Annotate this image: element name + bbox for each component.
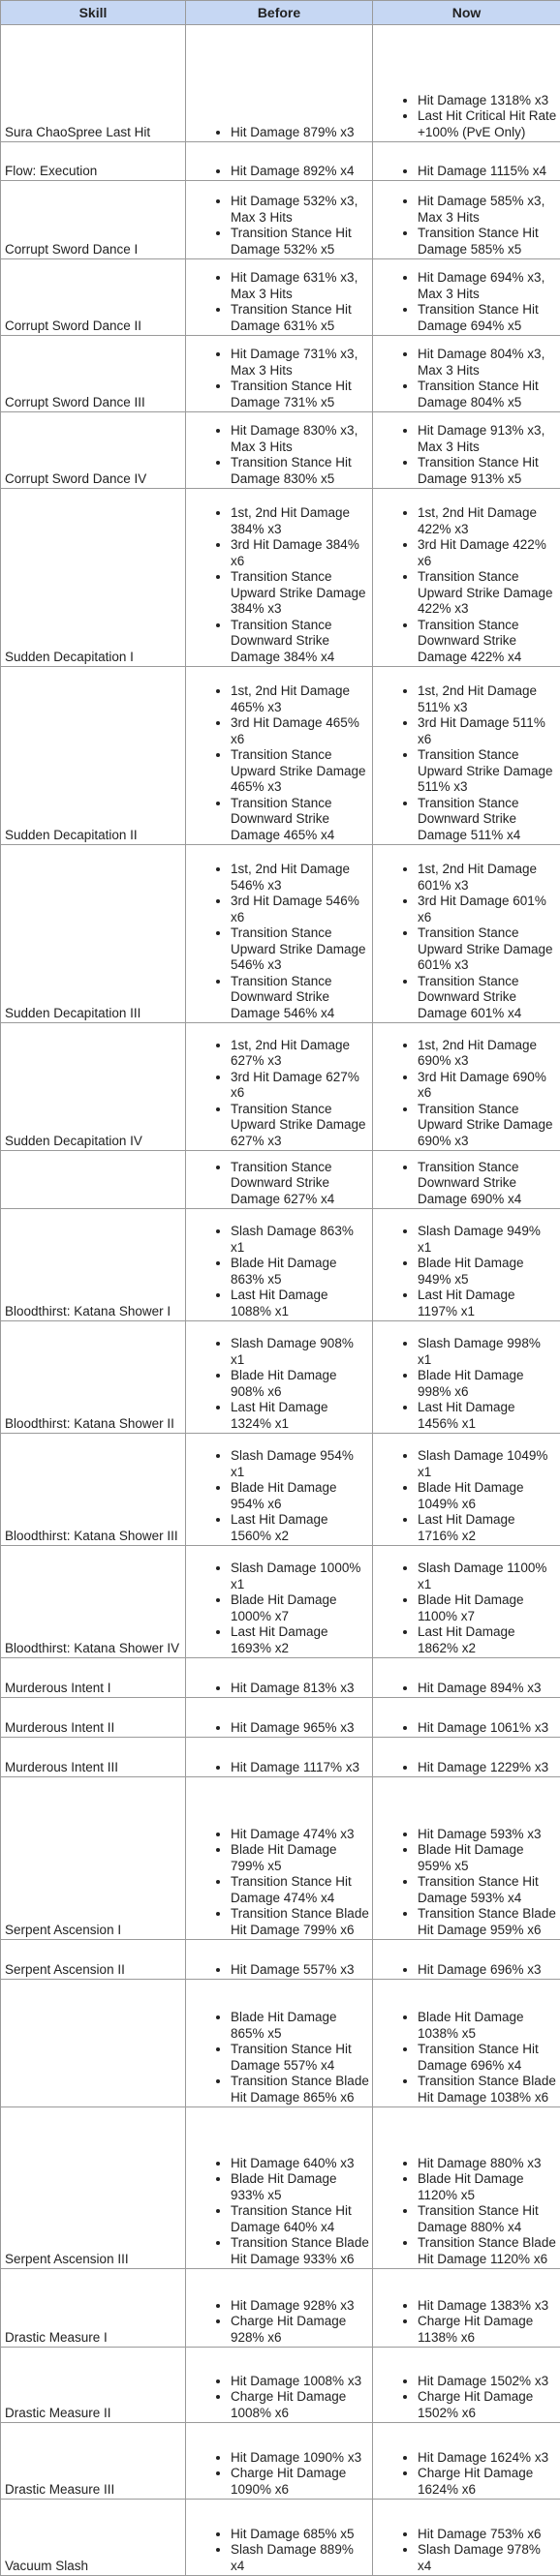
before-list-item: • 3rd Hit Damage 546% x6 bbox=[231, 894, 369, 925]
before-cell bbox=[186, 667, 373, 845]
before-cell bbox=[186, 1980, 373, 2107]
skill-name: Sudden Decapitation IV bbox=[1, 1023, 186, 1151]
now-cell bbox=[373, 489, 560, 667]
before-list bbox=[190, 347, 369, 410]
before-list-item: • Hit Damage 928% x3 bbox=[231, 2298, 369, 2315]
before-list bbox=[190, 1224, 369, 1319]
now-cell bbox=[373, 1546, 560, 1658]
before-list-item: • Transition Stance Upward Strike Damage 465% x3 bbox=[231, 747, 369, 796]
before-cell bbox=[186, 1209, 373, 1321]
before-list-item: • Last Hit Damage 1560% x2 bbox=[231, 1512, 369, 1544]
now-cell bbox=[373, 667, 560, 845]
before-list-item: • Blade Hit Damage 908% x6 bbox=[231, 1368, 369, 1400]
before-list bbox=[190, 1962, 369, 1979]
skill-name: Bloodthirst: Katana Shower I bbox=[1, 1209, 186, 1321]
now-list bbox=[377, 2298, 557, 2347]
before-list bbox=[190, 194, 369, 258]
before-cell bbox=[186, 1023, 373, 1151]
now-cell bbox=[373, 1023, 560, 1151]
before-list bbox=[190, 164, 369, 180]
before-list-item: • Transition Stance Hit Damage 830% x5 bbox=[231, 455, 369, 487]
now-cell bbox=[373, 1777, 560, 1940]
now-list-item: • Last Hit Damage 1456% x1 bbox=[418, 1400, 557, 1432]
now-list-item: • Charge Hit Damage 1624% x6 bbox=[418, 2466, 557, 2498]
now-list bbox=[377, 1038, 557, 1150]
before-list-item: • Hit Damage 813% x3 bbox=[231, 1681, 369, 1697]
before-list bbox=[190, 423, 369, 487]
now-list-item: • Charge Hit Damage 1502% x6 bbox=[418, 2389, 557, 2421]
before-list bbox=[190, 505, 369, 665]
now-list-item: • Hit Damage 1115% x4 bbox=[418, 164, 557, 180]
table-row bbox=[1, 1980, 560, 2107]
before-cell bbox=[186, 1777, 373, 1940]
before-list-item: • Blade Hit Damage 933% x5 bbox=[231, 2171, 369, 2203]
now-cell bbox=[373, 412, 560, 489]
table-row bbox=[1, 489, 560, 667]
before-list bbox=[190, 2450, 369, 2499]
before-list-item: • 3rd Hit Damage 384% x6 bbox=[231, 537, 369, 569]
skill-name: Murderous Intent III bbox=[1, 1738, 186, 1777]
before-cell bbox=[186, 142, 373, 181]
now-list-item: • Transition Stance Hit Damage 696% x4 bbox=[418, 2042, 557, 2074]
before-list-item: • Slash Damage 863% x1 bbox=[231, 1224, 369, 1256]
skill-name: Bloodthirst: Katana Shower II bbox=[1, 1321, 186, 1434]
header-now: Now bbox=[373, 1, 560, 25]
now-list-item: • Hit Damage 913% x3, Max 3 Hits bbox=[418, 423, 557, 455]
skill-name bbox=[1, 1980, 186, 2107]
now-list-item: • Transition Stance Upward Strike Damage 690% x3 bbox=[418, 1102, 557, 1150]
now-list-item: • Slash Damage 998% x1 bbox=[418, 1336, 557, 1368]
now-list bbox=[377, 2374, 557, 2422]
now-list bbox=[377, 2527, 557, 2575]
before-list-item: • Transition Stance Hit Damage 474% x4 bbox=[231, 1874, 369, 1906]
before-list bbox=[190, 1720, 369, 1737]
now-list-item: • 1st, 2nd Hit Damage 422% x3 bbox=[418, 505, 557, 537]
table-row bbox=[1, 142, 560, 181]
before-list-item: • Blade Hit Damage 1000% x7 bbox=[231, 1592, 369, 1624]
now-list-item: • Transition Stance Hit Damage 804% x5 bbox=[418, 379, 557, 410]
now-cell bbox=[373, 25, 560, 142]
before-cell bbox=[186, 1321, 373, 1434]
now-list bbox=[377, 1720, 557, 1737]
before-cell bbox=[186, 489, 373, 667]
before-list bbox=[190, 2527, 369, 2575]
now-list-item: • Hit Damage 1383% x3 bbox=[418, 2298, 557, 2315]
before-list-item: • Last Hit Damage 1324% x1 bbox=[231, 1400, 369, 1432]
table-row bbox=[1, 1777, 560, 1940]
before-list-item: • Transition Stance Hit Damage 557% x4 bbox=[231, 2042, 369, 2074]
table-row bbox=[1, 181, 560, 259]
before-list-item: • Hit Damage 685% x5 bbox=[231, 2527, 369, 2543]
before-list bbox=[190, 1336, 369, 1432]
now-list-item: • Last Hit Critical Hit Rate +100% (PvE Only) bbox=[418, 108, 557, 140]
now-list bbox=[377, 2156, 557, 2268]
before-list-item: • 3rd Hit Damage 627% x6 bbox=[231, 1070, 369, 1102]
now-cell bbox=[373, 2423, 560, 2500]
skill-name: Serpent Ascension II bbox=[1, 1940, 186, 1980]
before-list-item: • Hit Damage 830% x3, Max 3 Hits bbox=[231, 423, 369, 455]
before-list-item: • Hit Damage 731% x3, Max 3 Hits bbox=[231, 347, 369, 379]
before-list-item: • Last Hit Damage 1088% x1 bbox=[231, 1288, 369, 1319]
skill-name: Drastic Measure I bbox=[1, 2269, 186, 2348]
now-list bbox=[377, 2450, 557, 2499]
before-list-item: • Charge Hit Damage 928% x6 bbox=[231, 2314, 369, 2346]
before-list-item: • Blade Hit Damage 863% x5 bbox=[231, 1256, 369, 1288]
before-cell bbox=[186, 845, 373, 1023]
table-row bbox=[1, 1321, 560, 1434]
before-list-item: • Blade Hit Damage 799% x5 bbox=[231, 1842, 369, 1874]
before-list-item: • Hit Damage 640% x3 bbox=[231, 2156, 369, 2172]
table-row bbox=[1, 1209, 560, 1321]
now-list bbox=[377, 194, 557, 258]
now-list-item: • Hit Damage 1061% x3 bbox=[418, 1720, 557, 1737]
now-cell bbox=[373, 1738, 560, 1777]
now-list bbox=[377, 1336, 557, 1432]
before-list-item: • Slash Damage 908% x1 bbox=[231, 1336, 369, 1368]
before-list-item: • Slash Damage 954% x1 bbox=[231, 1448, 369, 1480]
now-list-item: • Slash Damage 1049% x1 bbox=[418, 1448, 557, 1480]
now-list-item: • 3rd Hit Damage 511% x6 bbox=[418, 715, 557, 747]
now-cell bbox=[373, 2107, 560, 2269]
now-list-item: • Transition Stance Hit Damage 694% x5 bbox=[418, 302, 557, 334]
now-list-item: • Transition Stance Blade Hit Damage 1038% x6 bbox=[418, 2074, 557, 2106]
table-row bbox=[1, 2423, 560, 2500]
table-row bbox=[1, 1546, 560, 1658]
before-list-item: • 1st, 2nd Hit Damage 384% x3 bbox=[231, 505, 369, 537]
skill-name: Sudden Decapitation I bbox=[1, 489, 186, 667]
now-list-item: • Transition Stance Downward Strike Damage 601% x4 bbox=[418, 974, 557, 1022]
before-list bbox=[190, 862, 369, 1021]
before-list-item: • Blade Hit Damage 954% x6 bbox=[231, 1480, 369, 1512]
now-list-item: • Transition Stance Downward Strike Damage 690% x4 bbox=[418, 1160, 557, 1208]
header-row bbox=[1, 1, 560, 25]
now-cell bbox=[373, 1980, 560, 2107]
table-row bbox=[1, 25, 560, 142]
before-cell bbox=[186, 1434, 373, 1546]
now-list-item: • Charge Hit Damage 1138% x6 bbox=[418, 2314, 557, 2346]
before-cell bbox=[186, 336, 373, 412]
before-list-item: • Transition Stance Downward Strike Damage 465% x4 bbox=[231, 796, 369, 844]
before-list-item: • Hit Damage 1117% x3 bbox=[231, 1760, 369, 1776]
header-before: Before bbox=[186, 1, 373, 25]
before-list-item: • Transition Stance Hit Damage 731% x5 bbox=[231, 379, 369, 410]
before-cell bbox=[186, 2423, 373, 2500]
before-list-item: • Charge Hit Damage 1090% x6 bbox=[231, 2466, 369, 2498]
before-list bbox=[190, 1561, 369, 1656]
now-list bbox=[377, 1160, 557, 1208]
skill-name: Serpent Ascension I bbox=[1, 1777, 186, 1940]
before-list-item: • Transition Stance Downward Strike Damage 627% x4 bbox=[231, 1160, 369, 1208]
before-list-item: • Slash Damage 1000% x1 bbox=[231, 1561, 369, 1592]
now-list bbox=[377, 1760, 557, 1776]
now-list bbox=[377, 423, 557, 487]
before-list-item: • Transition Stance Upward Strike Damage 384% x3 bbox=[231, 569, 369, 618]
before-list-item: • 3rd Hit Damage 465% x6 bbox=[231, 715, 369, 747]
table-row bbox=[1, 2269, 560, 2348]
now-list-item: • Hit Damage 1318% x3 bbox=[418, 93, 557, 109]
now-list bbox=[377, 1561, 557, 1656]
before-list-item: • Slash Damage 889% x4 bbox=[231, 2542, 369, 2574]
now-list-item: • Blade Hit Damage 998% x6 bbox=[418, 1368, 557, 1400]
table-row bbox=[1, 1658, 560, 1698]
before-cell bbox=[186, 1738, 373, 1777]
now-list-item: • Transition Stance Blade Hit Damage 959% x6 bbox=[418, 1906, 557, 1938]
now-cell bbox=[373, 1658, 560, 1698]
now-cell bbox=[373, 845, 560, 1023]
before-list bbox=[190, 683, 369, 843]
before-cell bbox=[186, 25, 373, 142]
before-list-item: • Transition Stance Blade Hit Damage 933% x6 bbox=[231, 2235, 369, 2267]
now-list-item: • 3rd Hit Damage 601% x6 bbox=[418, 894, 557, 925]
before-list-item: • Hit Damage 965% x3 bbox=[231, 1720, 369, 1737]
now-list-item: • Hit Damage 894% x3 bbox=[418, 1681, 557, 1697]
now-list-item: • Last Hit Damage 1716% x2 bbox=[418, 1512, 557, 1544]
before-list-item: • Transition Stance Downward Strike Damage 546% x4 bbox=[231, 974, 369, 1022]
now-list-item: • Hit Damage 585% x3, Max 3 Hits bbox=[418, 194, 557, 226]
before-cell bbox=[186, 1151, 373, 1209]
before-list bbox=[190, 1448, 369, 1544]
before-list bbox=[190, 2156, 369, 2268]
now-cell bbox=[373, 336, 560, 412]
now-list-item: • Transition Stance Hit Damage 880% x4 bbox=[418, 2203, 557, 2235]
before-list-item: • Hit Damage 557% x3 bbox=[231, 1962, 369, 1979]
table-row bbox=[1, 1023, 560, 1151]
before-cell bbox=[186, 1698, 373, 1738]
skill-name: Corrupt Sword Dance II bbox=[1, 259, 186, 336]
now-list-item: • Hit Damage 593% x3 bbox=[418, 1827, 557, 1843]
now-list-item: • Last Hit Damage 1862% x2 bbox=[418, 1624, 557, 1656]
now-list bbox=[377, 1827, 557, 1939]
before-list-item: • 1st, 2nd Hit Damage 546% x3 bbox=[231, 862, 369, 894]
before-cell bbox=[186, 2107, 373, 2269]
table-row bbox=[1, 1434, 560, 1546]
now-list-item: • Blade Hit Damage 949% x5 bbox=[418, 1256, 557, 1288]
now-list-item: • Transition Stance Upward Strike Damage 511% x3 bbox=[418, 747, 557, 796]
now-list-item: • Transition Stance Hit Damage 913% x5 bbox=[418, 455, 557, 487]
now-list-item: • Hit Damage 753% x6 bbox=[418, 2527, 557, 2543]
before-list-item: • Hit Damage 631% x3, Max 3 Hits bbox=[231, 270, 369, 302]
before-list-item: • Transition Stance Blade Hit Damage 799% x6 bbox=[231, 1906, 369, 1938]
header-skill: Skill bbox=[1, 1, 186, 25]
now-cell bbox=[373, 1698, 560, 1738]
before-cell bbox=[186, 412, 373, 489]
now-list bbox=[377, 93, 557, 141]
skill-name: Corrupt Sword Dance IV bbox=[1, 412, 186, 489]
skill-name: Serpent Ascension III bbox=[1, 2107, 186, 2269]
before-list-item: • Hit Damage 532% x3, Max 3 Hits bbox=[231, 194, 369, 226]
now-list-item: • Hit Damage 1502% x3 bbox=[418, 2374, 557, 2390]
before-list-item: • Transition Stance Blade Hit Damage 865% x6 bbox=[231, 2074, 369, 2106]
now-list-item: • Hit Damage 694% x3, Max 3 Hits bbox=[418, 270, 557, 302]
now-list-item: • Hit Damage 696% x3 bbox=[418, 1962, 557, 1979]
table-row bbox=[1, 1698, 560, 1738]
now-list-item: • Transition Stance Upward Strike Damage 601% x3 bbox=[418, 925, 557, 974]
before-list-item: • Transition Stance Hit Damage 532% x5 bbox=[231, 226, 369, 258]
before-cell bbox=[186, 1658, 373, 1698]
now-list bbox=[377, 1224, 557, 1319]
skill-name: Murderous Intent II bbox=[1, 1698, 186, 1738]
table-row bbox=[1, 1738, 560, 1777]
before-list bbox=[190, 2010, 369, 2106]
now-list-item: • Hit Damage 1624% x3 bbox=[418, 2450, 557, 2467]
now-cell bbox=[373, 2500, 560, 2576]
now-list-item: • Blade Hit Damage 1049% x6 bbox=[418, 1480, 557, 1512]
now-list bbox=[377, 505, 557, 665]
now-list bbox=[377, 1448, 557, 1544]
now-list-item: • 1st, 2nd Hit Damage 601% x3 bbox=[418, 862, 557, 894]
now-list-item: • Transition Stance Upward Strike Damage 422% x3 bbox=[418, 569, 557, 618]
table-row bbox=[1, 259, 560, 336]
before-cell bbox=[186, 259, 373, 336]
now-cell bbox=[373, 1434, 560, 1546]
now-cell bbox=[373, 2269, 560, 2348]
skill-name: Flow: Execution bbox=[1, 142, 186, 181]
before-list-item: • Transition Stance Hit Damage 631% x5 bbox=[231, 302, 369, 334]
table-row bbox=[1, 2348, 560, 2423]
now-list-item: • Last Hit Damage 1197% x1 bbox=[418, 1288, 557, 1319]
table-row bbox=[1, 336, 560, 412]
before-list-item: • 1st, 2nd Hit Damage 627% x3 bbox=[231, 1038, 369, 1070]
now-list-item: • 3rd Hit Damage 690% x6 bbox=[418, 1070, 557, 1102]
before-cell bbox=[186, 1546, 373, 1658]
before-cell bbox=[186, 181, 373, 259]
table-row bbox=[1, 2107, 560, 2269]
now-list bbox=[377, 683, 557, 843]
before-list bbox=[190, 1681, 369, 1697]
skill-name: Murderous Intent I bbox=[1, 1658, 186, 1698]
before-cell bbox=[186, 2500, 373, 2576]
before-list-item: • Hit Damage 474% x3 bbox=[231, 1827, 369, 1843]
now-list-item: • 1st, 2nd Hit Damage 690% x3 bbox=[418, 1038, 557, 1070]
table-row bbox=[1, 412, 560, 489]
table-row bbox=[1, 845, 560, 1023]
skill-name: Drastic Measure III bbox=[1, 2423, 186, 2500]
now-list-item: • Hit Damage 880% x3 bbox=[418, 2156, 557, 2172]
now-list-item: • Slash Damage 978% x4 bbox=[418, 2542, 557, 2574]
now-cell bbox=[373, 1321, 560, 1434]
before-list-item: • Transition Stance Upward Strike Damage 627% x3 bbox=[231, 1102, 369, 1150]
before-list-item: • Hit Damage 879% x3 bbox=[231, 125, 369, 141]
before-cell bbox=[186, 1940, 373, 1980]
table-header bbox=[1, 1, 560, 25]
now-cell bbox=[373, 1209, 560, 1321]
now-list-item: • Transition Stance Blade Hit Damage 1120% x6 bbox=[418, 2235, 557, 2267]
now-list-item: • Transition Stance Hit Damage 585% x5 bbox=[418, 226, 557, 258]
before-list-item: • Transition Stance Upward Strike Damage 546% x3 bbox=[231, 925, 369, 974]
before-list-item: • 1st, 2nd Hit Damage 465% x3 bbox=[231, 683, 369, 715]
now-list bbox=[377, 270, 557, 334]
before-list-item: • Last Hit Damage 1693% x2 bbox=[231, 1624, 369, 1656]
skill-name: Bloodthirst: Katana Shower III bbox=[1, 1434, 186, 1546]
now-list-item: • Blade Hit Damage 1120% x5 bbox=[418, 2171, 557, 2203]
now-list bbox=[377, 2010, 557, 2106]
now-cell bbox=[373, 181, 560, 259]
before-list bbox=[190, 1038, 369, 1150]
now-list-item: • Blade Hit Damage 959% x5 bbox=[418, 1842, 557, 1874]
before-list bbox=[190, 125, 369, 141]
before-list-item: • Charge Hit Damage 1008% x6 bbox=[231, 2389, 369, 2421]
before-list-item: • Transition Stance Hit Damage 640% x4 bbox=[231, 2203, 369, 2235]
before-list bbox=[190, 1827, 369, 1939]
now-cell bbox=[373, 1151, 560, 1209]
now-cell bbox=[373, 142, 560, 181]
table-row bbox=[1, 2500, 560, 2576]
now-list bbox=[377, 1962, 557, 1979]
skill-name bbox=[1, 1151, 186, 1209]
before-list bbox=[190, 2298, 369, 2347]
now-list-item: • Transition Stance Hit Damage 593% x4 bbox=[418, 1874, 557, 1906]
now-list-item: • Slash Damage 949% x1 bbox=[418, 1224, 557, 1256]
before-list-item: • Hit Damage 1008% x3 bbox=[231, 2374, 369, 2390]
now-list-item: • 1st, 2nd Hit Damage 511% x3 bbox=[418, 683, 557, 715]
now-cell bbox=[373, 1940, 560, 1980]
before-list-item: • Hit Damage 892% x4 bbox=[231, 164, 369, 180]
skill-name: Bloodthirst: Katana Shower IV bbox=[1, 1546, 186, 1658]
now-list bbox=[377, 1681, 557, 1697]
now-cell bbox=[373, 2348, 560, 2423]
skill-name: Corrupt Sword Dance III bbox=[1, 336, 186, 412]
before-cell bbox=[186, 2269, 373, 2348]
now-list-item: • Hit Damage 804% x3, Max 3 Hits bbox=[418, 347, 557, 379]
before-list bbox=[190, 1160, 369, 1208]
now-list-item: • Blade Hit Damage 1100% x7 bbox=[418, 1592, 557, 1624]
now-list-item: • Blade Hit Damage 1038% x5 bbox=[418, 2010, 557, 2042]
before-list bbox=[190, 1760, 369, 1776]
before-list-item: • Transition Stance Downward Strike Damage 384% x4 bbox=[231, 618, 369, 666]
now-list-item: • Hit Damage 1229% x3 bbox=[418, 1760, 557, 1776]
table-row bbox=[1, 1940, 560, 1980]
skill-name: Sura ChaoSpree Last Hit bbox=[1, 25, 186, 142]
skill-name: Sudden Decapitation II bbox=[1, 667, 186, 845]
before-list bbox=[190, 270, 369, 334]
now-list bbox=[377, 347, 557, 410]
before-list-item: • Hit Damage 1090% x3 bbox=[231, 2450, 369, 2467]
before-cell bbox=[186, 2348, 373, 2423]
table-body bbox=[1, 25, 560, 2576]
table-row bbox=[1, 1151, 560, 1209]
now-list-item: • 3rd Hit Damage 422% x6 bbox=[418, 537, 557, 569]
now-cell bbox=[373, 259, 560, 336]
skill-name: Drastic Measure II bbox=[1, 2348, 186, 2423]
now-list bbox=[377, 164, 557, 180]
before-list bbox=[190, 2374, 369, 2422]
skill-name: Sudden Decapitation III bbox=[1, 845, 186, 1023]
now-list-item: • Transition Stance Downward Strike Damage 422% x4 bbox=[418, 618, 557, 666]
now-list bbox=[377, 862, 557, 1021]
table-row bbox=[1, 667, 560, 845]
now-list-item: • Transition Stance Downward Strike Damage 511% x4 bbox=[418, 796, 557, 844]
before-list-item: • Blade Hit Damage 865% x5 bbox=[231, 2010, 369, 2042]
now-list-item: • Slash Damage 1100% x1 bbox=[418, 1561, 557, 1592]
skill-name: Vacuum Slash bbox=[1, 2500, 186, 2576]
skill-name: Corrupt Sword Dance I bbox=[1, 181, 186, 259]
